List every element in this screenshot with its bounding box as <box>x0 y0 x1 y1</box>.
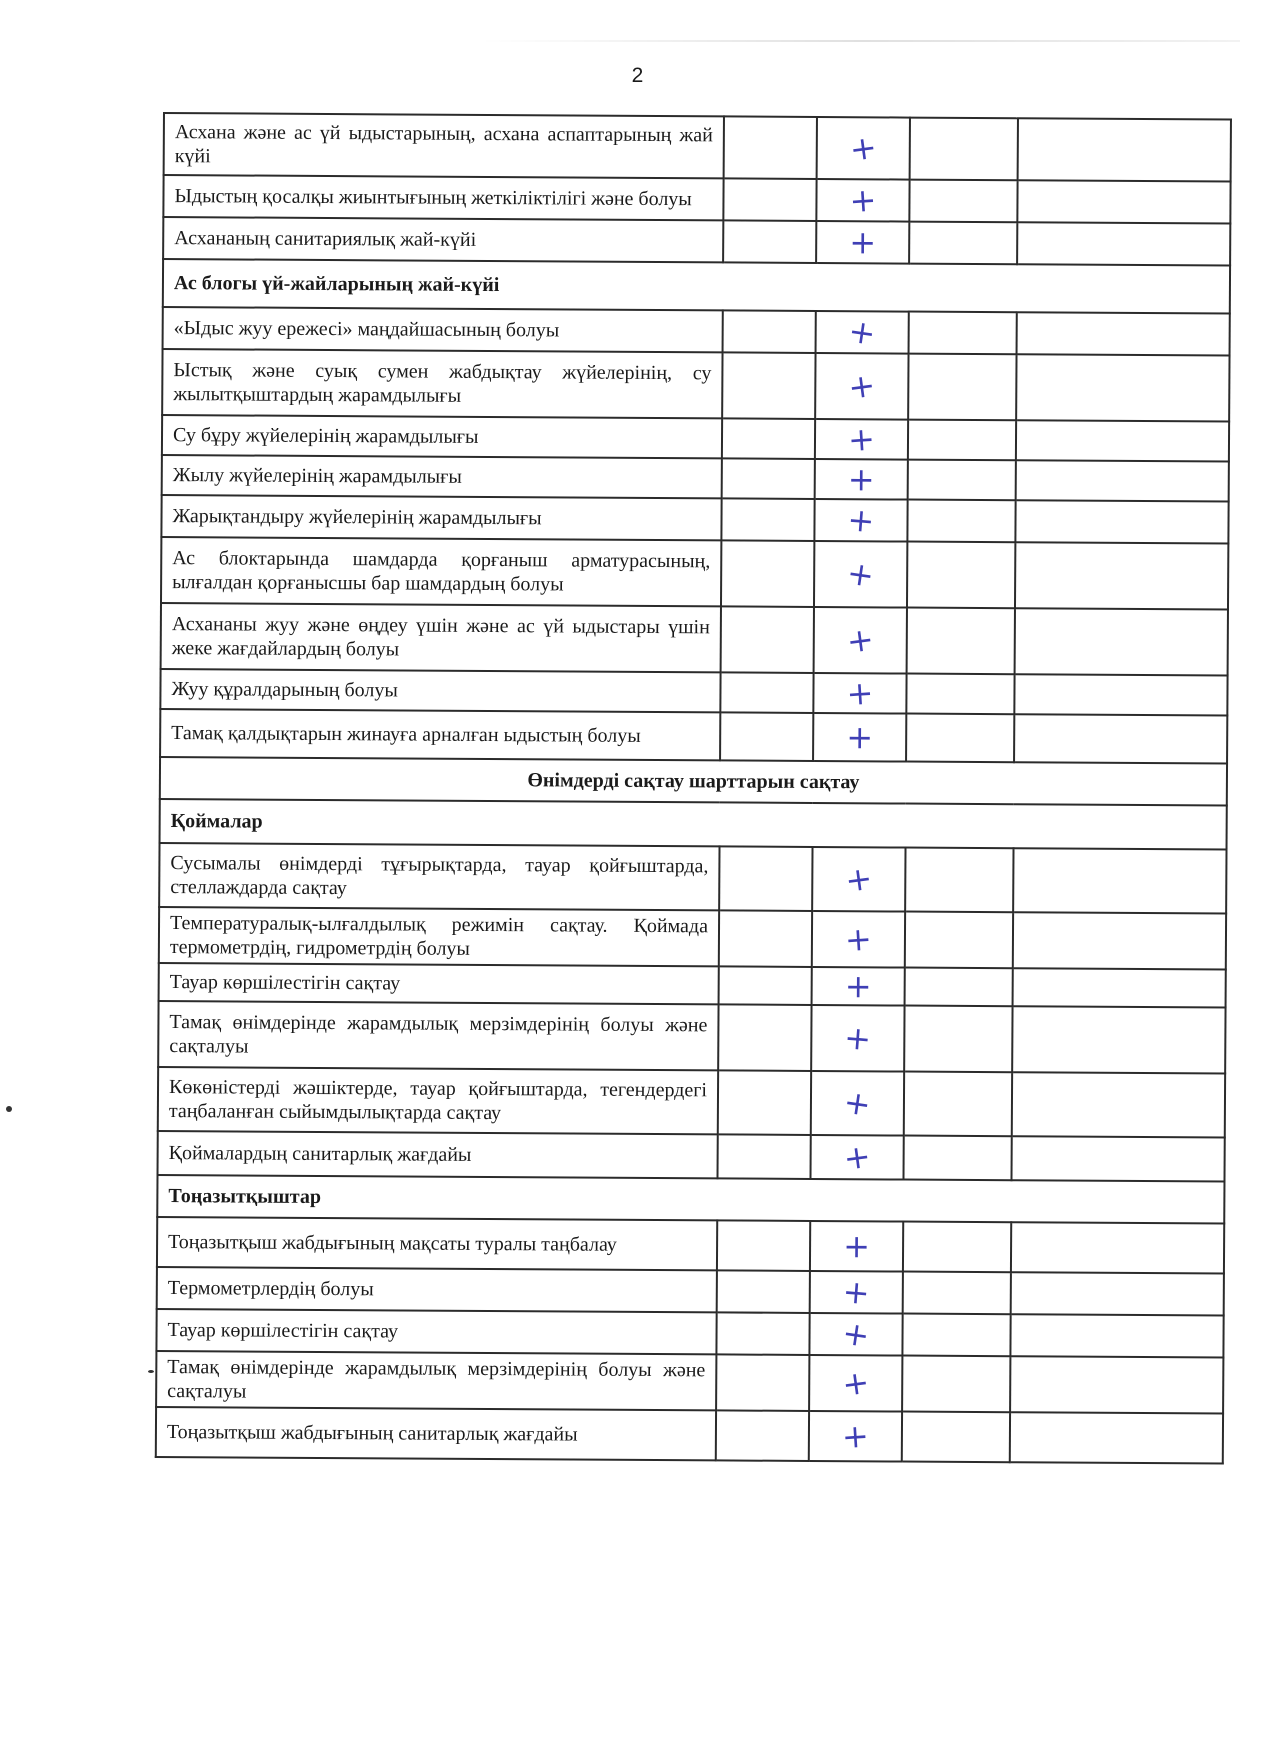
checklist-sheet <box>155 112 1230 1464</box>
cell-mark <box>810 1135 903 1180</box>
table-row <box>162 415 1229 462</box>
cell-mark <box>811 1005 904 1072</box>
cell-empty <box>1013 848 1226 913</box>
block-title: Өнімдерді сақтау шарттарын сақтау <box>160 757 1227 806</box>
cell-empty <box>722 458 815 499</box>
handwritten-check-mark: + <box>840 1313 873 1355</box>
row-text: Асхананы жуу және өңдеу үшін және ас үй ыдыстары үшін жеке жағдайлардың болуы <box>161 603 721 672</box>
row-text: Су бұру жүйелерінің жарамдылығы <box>162 415 722 458</box>
cell-empty <box>908 420 1016 461</box>
cell-empty <box>1014 714 1227 763</box>
row-text: Термометрлердің болуы <box>157 1267 717 1312</box>
handwritten-check-mark: + <box>839 1362 872 1404</box>
cell-empty <box>904 1072 1012 1137</box>
row-text: Тауар көршілестігін сақтау <box>156 1309 716 1354</box>
table-row <box>157 1267 1224 1316</box>
table-row <box>159 843 1226 914</box>
row-text: Сусымалы өнімдерді тұғырықтарда, тауар қойғыштарда, стеллаждарда сақтау <box>159 843 719 910</box>
handwritten-check-mark: + <box>840 1415 871 1456</box>
cell-empty <box>909 222 1017 265</box>
cell-empty <box>1015 608 1228 675</box>
cell-empty <box>718 1004 811 1071</box>
handwritten-check-mark: + <box>846 365 878 407</box>
cell-empty <box>906 674 1014 715</box>
cell-empty <box>720 712 813 761</box>
table-row <box>158 1131 1225 1182</box>
handwritten-check-mark: + <box>849 222 877 261</box>
cell-empty <box>716 1410 809 1461</box>
cell-empty <box>717 1220 810 1271</box>
table-row <box>161 537 1228 610</box>
handwritten-check-mark: + <box>843 1017 873 1058</box>
cell-empty <box>722 352 815 419</box>
cell-empty <box>724 116 817 179</box>
cell-empty <box>902 1314 1010 1357</box>
cell-empty <box>907 542 1015 609</box>
table-row <box>160 709 1227 764</box>
cell-empty <box>1010 1412 1223 1463</box>
row-text: Жылу жүйелерінің жарамдылығы <box>162 455 722 498</box>
cell-mark <box>817 117 910 180</box>
row-text: Қоймалардың санитарлық жағдайы <box>158 1131 718 1178</box>
cell-empty <box>905 848 1013 913</box>
row-text: Тамақ қалдықтарын жинауға арналған ыдыстың болуы <box>160 709 720 760</box>
cell-empty <box>904 1006 1012 1073</box>
row-text: Тоңазытқыш жабдығының санитарлық жағдайы <box>156 1407 716 1460</box>
table-row <box>162 349 1229 422</box>
scan-speck <box>148 1370 154 1373</box>
cell-empty <box>716 1312 809 1355</box>
table-row <box>158 1067 1225 1138</box>
cell-mark <box>811 1071 904 1136</box>
cell-empty <box>1017 180 1230 223</box>
cell-empty <box>719 910 812 967</box>
table-row <box>160 669 1227 716</box>
cell-mark <box>814 499 907 542</box>
cell-mark <box>812 967 905 1006</box>
cell-mark <box>812 911 905 968</box>
table-row <box>156 1309 1223 1358</box>
cell-empty <box>910 118 1018 181</box>
handwritten-check-mark: + <box>846 717 874 756</box>
row-text: Тамақ өнімдерінде жарамдылық мерзімдерінің болуы және сақталуы <box>156 1351 716 1410</box>
cell-mark <box>809 1411 902 1462</box>
handwritten-check-mark: + <box>846 418 877 459</box>
cell-empty <box>721 498 814 541</box>
cell-empty <box>1016 460 1229 501</box>
page-number: 2 <box>631 64 644 87</box>
cell-empty <box>719 966 812 1005</box>
cell-empty <box>1011 1136 1224 1181</box>
cell-empty <box>906 714 1014 763</box>
cell-empty <box>1016 420 1229 461</box>
handwritten-check-mark: + <box>843 858 875 900</box>
cell-empty <box>1010 1356 1223 1413</box>
cell-empty <box>717 1134 810 1179</box>
table-row <box>161 495 1228 544</box>
row-text: Ас блоктарында шамдарда қорғаныш арматурасының, ылғалдан қорғанысшы бар шамдардың болуы <box>161 537 721 606</box>
cell-mark <box>814 541 907 608</box>
table-row <box>163 175 1230 224</box>
checklist-body <box>156 113 1231 1463</box>
section-header-row <box>163 259 1230 314</box>
handwritten-check-mark: + <box>845 672 875 713</box>
handwritten-check-mark: + <box>844 966 872 1005</box>
table-row <box>156 1351 1223 1414</box>
cell-empty <box>723 178 816 221</box>
cell-empty <box>903 1222 1011 1273</box>
checklist-table <box>155 112 1232 1465</box>
cell-mark <box>816 221 909 264</box>
section-header-row <box>160 799 1227 850</box>
cell-mark <box>809 1355 902 1412</box>
row-text: Көкөністерді жәшіктерде, тауар қойғыштарда, тегендердегі таңбаланған сыйымдылықтарда сақтау <box>158 1067 718 1134</box>
cell-empty <box>905 968 1013 1007</box>
handwritten-check-mark: + <box>844 553 877 595</box>
table-row <box>161 603 1228 676</box>
row-text: Температуралық-ылғалдылық режимін сақтау. Қоймада термометрдің, гидрометрдің болуы <box>159 907 719 966</box>
row-text: Ыдыстың қосалқы жиынтығының жеткіліктілігі және болуы <box>163 175 723 220</box>
cell-mark <box>810 1271 903 1314</box>
cell-empty <box>720 672 813 713</box>
cell-empty <box>908 460 1016 501</box>
cell-empty <box>716 1354 809 1411</box>
cell-empty <box>722 418 815 459</box>
scan-edge-shadow <box>480 40 1240 42</box>
cell-empty <box>1011 1272 1224 1315</box>
cell-empty <box>902 1412 1010 1463</box>
row-text: Асхананың санитариялық жай-күйі <box>163 217 723 262</box>
row-text: «Ыдыс жуу ережесі» маңдайшасының болуы <box>163 307 723 352</box>
cell-empty <box>1014 674 1227 715</box>
cell-empty <box>719 846 812 911</box>
cell-empty <box>723 220 816 263</box>
cell-mark <box>815 419 908 460</box>
cell-empty <box>1011 1222 1224 1273</box>
handwritten-check-mark: + <box>841 1082 874 1124</box>
cell-empty <box>718 1070 811 1135</box>
handwritten-check-mark: + <box>843 1226 871 1265</box>
cell-empty <box>903 1272 1011 1315</box>
cell-mark <box>813 673 906 714</box>
cell-empty <box>907 608 1015 675</box>
section-header-row <box>157 1175 1224 1224</box>
cell-empty <box>1013 912 1226 969</box>
cell-empty <box>905 912 1013 969</box>
cell-empty <box>721 540 814 607</box>
section-title: Тоңазытқыштар <box>157 1175 1224 1224</box>
cell-empty <box>723 310 816 353</box>
row-text: Тамақ өнімдерінде жарамдылық мерзімдерінің болуы және сақталуы <box>158 1001 718 1070</box>
cell-mark <box>815 459 908 500</box>
cell-empty <box>1015 542 1228 609</box>
cell-mark <box>815 353 908 420</box>
section-title: Ас блогы үй-жайларының жай-күйі <box>163 259 1230 314</box>
row-text: Асхана және ас үй ыдыстарының, асхана аспаптарының жай күйі <box>164 113 724 178</box>
cell-mark <box>810 1221 903 1272</box>
table-row <box>159 963 1226 1008</box>
cell-mark <box>814 607 907 674</box>
cell-mark <box>812 847 905 912</box>
table-row <box>163 307 1230 356</box>
cell-empty <box>1012 1072 1225 1137</box>
cell-empty <box>903 1136 1011 1181</box>
cell-empty <box>1016 354 1229 421</box>
handwritten-check-mark: + <box>841 1271 872 1312</box>
cell-empty <box>909 180 1017 223</box>
table-row <box>162 455 1229 502</box>
cell-mark <box>813 713 906 762</box>
cell-empty <box>902 1356 1010 1413</box>
handwritten-check-mark: + <box>846 311 879 353</box>
cell-empty <box>908 354 1016 421</box>
cell-empty <box>1012 1006 1225 1073</box>
table-row <box>157 1217 1224 1274</box>
handwritten-check-mark: + <box>841 1136 873 1178</box>
cell-empty <box>907 500 1015 543</box>
table-row <box>156 1407 1223 1464</box>
row-text: Жуу құралдарының болуы <box>160 669 720 712</box>
cell-empty <box>1017 222 1230 265</box>
cell-empty <box>721 606 814 673</box>
cell-empty <box>1017 312 1230 355</box>
cell-empty <box>1015 500 1228 543</box>
scan-speck <box>6 1106 12 1112</box>
block-title-row <box>160 757 1227 806</box>
cell-empty <box>1018 118 1231 181</box>
cell-empty <box>717 1270 810 1313</box>
row-text: Жарықтандыру жүйелерінің жарамдылығы <box>161 495 721 540</box>
handwritten-check-mark: + <box>848 179 878 220</box>
cell-empty <box>909 312 1017 355</box>
cell-empty <box>1010 1314 1223 1357</box>
section-title: Қоймалар <box>160 799 1227 850</box>
handwritten-check-mark: + <box>846 499 876 540</box>
cell-mark <box>816 179 909 222</box>
cell-mark <box>809 1313 902 1356</box>
handwritten-check-mark: + <box>847 127 880 169</box>
table-row <box>163 217 1230 266</box>
table-row <box>159 907 1226 970</box>
cell-mark <box>816 311 909 354</box>
table-row <box>158 1001 1225 1074</box>
handwritten-check-mark: + <box>847 459 875 498</box>
handwritten-check-mark: + <box>843 918 874 959</box>
row-text: Тоңазытқыш жабдығының мақсаты туралы таңбалау <box>157 1217 717 1270</box>
row-text: Ыстық және суық сумен жабдықтау жүйелерінің, су жылытқыштардың жарамдылығы <box>162 349 722 418</box>
cell-empty <box>1013 968 1226 1007</box>
table-row <box>164 113 1231 182</box>
row-text: Тауар көршілестігін сақтау <box>159 963 719 1004</box>
handwritten-check-mark: + <box>844 619 877 661</box>
